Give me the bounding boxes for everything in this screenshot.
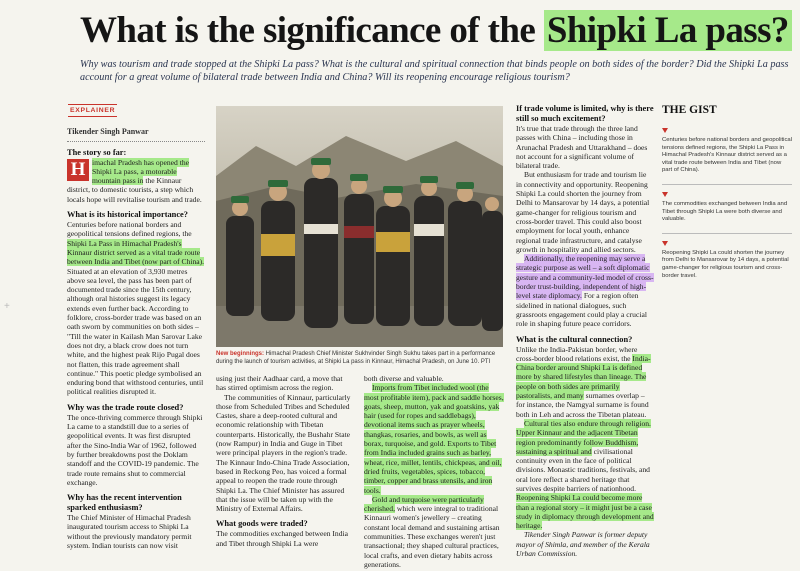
column-1 xyxy=(67,104,205,550)
history-paragraph xyxy=(67,220,205,397)
cultural-text-3: civilisational continuity even in the face of political divisions. Monastic traditions, festivals, and oral lore reflect a shared heritage that survives despite barriers of nationhood. xyxy=(516,446,650,493)
gold-highlight: Gold and turquoise were particularly cherished, xyxy=(364,494,484,514)
history-text-1: Centuries before national borders and geopolitical tensions defined regions, the xyxy=(67,220,192,239)
crosshair-mark-icon: + xyxy=(4,301,10,312)
gold-paragraph xyxy=(364,495,504,569)
caption-text: Himachal Pradesh Chief Minister Sukhvinder Singh Sukhu takes part in a performance during the launch of tourism activities, at Shipki La pass in Kinnaur, Himachal Pradesh, on June 10. PTI xyxy=(216,351,496,366)
recent-paragraph: The Chief Minister of Himachal Pradesh inaugurated tourism access to Shipki La without the previously mandatory permit system. Indian tourists can now visit xyxy=(67,513,192,550)
heading-cultural: What is the cultural connection? xyxy=(516,334,633,344)
headline-highlight: Shipki La pass? xyxy=(544,10,792,51)
gist-box xyxy=(662,104,792,289)
aadhaar-paragraph: using just their Aadhaar card, a move that has stirred optimism across the region. xyxy=(216,374,343,393)
cultural-paragraph-1 xyxy=(516,345,654,419)
cultural-paragraph-2 xyxy=(516,419,654,531)
photo-caption xyxy=(216,350,504,366)
goods-paragraph: The commodities exchanged between India and Tibet through Shipki La were xyxy=(216,529,348,548)
column-4 xyxy=(516,104,654,558)
limited-paragraph-3 xyxy=(516,254,654,328)
triangle-icon xyxy=(662,192,668,197)
history-text-2: Situated at an elevation of 3,930 metres above sea level, the pass has been part of documented trade since the 15th century, although oral histories suggest its legacy extends even further back. According to folklore, cross-border trade was based on an oath sworn by communities on both sides – "Till the water in Kailash Man Sarovar Lake does not dry, a black crow does not turn white, and the highest peak Rijo Pugal does not flatten, this trade agreement shall continue." This poetic pledge symbolised an enduring bond that withstood centuries, until political realities disrupted it. xyxy=(67,266,204,397)
dotted-divider xyxy=(67,141,205,142)
triangle-icon xyxy=(662,128,668,133)
diverse-paragraph: both diverse and valuable. xyxy=(364,374,444,383)
limited-text-3: For a region often sidelined in national dialogues, such grassroots engagement could play a crucial role in shaping future peace corridors. xyxy=(516,291,647,329)
cultural-highlight-1: India-China border around Shipki La is defined more by shared lifestyles than lineage. The people on both sides are primarily pastoralists, and many xyxy=(516,353,651,401)
heading-closed: Why was the trade route closed? xyxy=(67,402,184,412)
heading-story: The story so far: xyxy=(67,147,127,157)
story-text: the Kinnaur district, to domestic tourists, a step which locals hope will revitalise tourism and trade. xyxy=(67,176,202,204)
heading-goods: What goods were traded? xyxy=(216,519,308,529)
cultural-highlight-3: Reopening Shipki La could become more than a regional story – it might just be a case study in diplomacy through development and heritage. xyxy=(516,493,654,531)
gold-text: which were integral to traditional Kinnauri women's jewellery – creating constant local demand and sustaining artisan communities. These exchanges weren't just transactional; they shaped cultural practices, local crafts, and even dietary habits across generations. xyxy=(364,504,500,569)
headline xyxy=(80,8,795,54)
triangle-icon xyxy=(662,241,668,246)
news-photo xyxy=(216,106,503,347)
gist-item: Reopening Shipki La could shorten the journey from Delhi to Mansarovar by 14 days, a potential game-changer for religious tourism and cross-border travel. xyxy=(662,249,789,279)
story-paragraph xyxy=(67,158,205,204)
story-highlight: imachal Pradesh has opened the Shipki La pass, a motorable mountain pass in xyxy=(92,157,189,186)
imports-paragraph xyxy=(364,383,504,495)
gist-item: The commodities exchanged between India and Tibet through Shipki La were both diverse and valuable. xyxy=(662,200,788,223)
gist-divider xyxy=(662,184,792,185)
heading-recent: Why has the recent intervention sparked enthusiasm? xyxy=(67,493,182,513)
gist-title: THE GIST xyxy=(662,104,717,116)
byline: Tikender Singh Panwar xyxy=(67,127,149,137)
cultural-text-1: Unlike the India-Pakistan border, where cross-border blood relations exist, the xyxy=(516,344,638,363)
communities-paragraph: The communities of Kinnaur, particularly those from Scheduled Tribes and Scheduled Castes, share a deep-rooted cultural and economic relationship with Tibetan counterparts. Historically, the Bushahr State (now Rampur) in India and Guge in Tibet were principal players in the region's trade. The Kinnaur Indo-China Trade Association, based in Reckong Peo, has voiced a formal appeal to reopen the trade route through Shipki La. The Chief Minister has assured that the issue will be taken up with the Ministry of External Affairs. xyxy=(216,392,351,514)
section-label: EXPLAINER xyxy=(68,104,117,117)
headline-text: What is the significance of the xyxy=(80,10,536,51)
drop-cap: H xyxy=(67,159,89,181)
column-2 xyxy=(216,374,354,548)
strategic-highlight: Additionally, the reopening may serve a strategic purpose as well – a soft diplomatic gesture and a community-led model of cross-border trust-building, independent of high-level state diplomacy. xyxy=(516,254,654,301)
gist-item: Centuries before national borders and geopolitical tensions defined regions, the Shipki La Pass in Himachal Pradesh's Kinnaur district served as a vital trade route between India and Tibet (now part of China). xyxy=(662,137,793,174)
closed-paragraph: The once-thriving commerce through Shipki La came to a standstill due to a series of geopolitical events. It was first disrupted after the Sino-India War of 1962, followed by further breakdowns post the Doklam standoff and the COVID-19 pandemic. The trade route remains shut to commercial exchange. xyxy=(67,412,203,487)
imports-highlight: Imports from Tibet included wool (the most profitable item), pack and saddle horses, goats, sheep, mutton, yak and goatskins, yak hair (used for ropes and saddlebags), devotional items such as prayer wheels, thangkas, rosaries, and bowls, as well as borax, turquoise, and gold. Exports to Tibet from India included grains such as barley, wheat, rice, millet, lentils, chickpeas, and oil, dried fruits, vegetables, spices, tobacco, timber, copper and brass utensils, and iron tools. xyxy=(364,383,504,495)
limited-paragraph-2: But enthusiasm for trade and tourism lie in connectivity and opportunity. Reopening Shipki La could shorten the journey from Delhi to Mansarovar by 14 days, a potential game-changer for religious tourism and cross-border travel. This could also boost employment for local youth, enhance regional trade infrastructure, and catalyse growth in hospitality and allied sectors. xyxy=(516,170,650,254)
author-bio: Tikender Singh Panwar is former deputy mayor of Shimla, and member of the Kerala Urban Commission. xyxy=(516,530,650,559)
cultural-text-2: surnames overlap – for instance, the Namgyal surname is found both in Leh and across the Tibetan plateau. xyxy=(516,391,649,419)
heading-limited: If trade volume is limited, why is there still so much excitement? xyxy=(516,104,654,123)
history-highlight: Shipki La Pass in Himachal Pradesh's Kinnaur district served as a vital trade route between India and Tibet (now part of China). xyxy=(67,238,205,267)
photo-illustration xyxy=(216,106,503,347)
standfirst: Why was tourism and trade stopped at the Shipki La pass? What is the cultural and spiritual connection that binds people on both sides of the border? Did the Shipki La pass account for a great volume of bilateral trade between India and China? Will its reopening encourage religious tourism? xyxy=(80,59,789,83)
cultural-highlight-2: Cultural ties also endure through religion. Upper Kinnaur and the adjacent Tibetan region predominantly follow Buddhism, sustaining a spiritual and xyxy=(516,418,651,456)
heading-history: What is its historical importance? xyxy=(67,210,188,220)
column-3 xyxy=(364,374,504,569)
caption-lead: New beginnings: xyxy=(216,351,264,357)
limited-paragraph-1: It's true that trade through the three land passes with China – including those in Arunachal Pradesh and Uttarakhand – does not account for a significant volume of bilateral trade. xyxy=(516,124,648,171)
gist-divider xyxy=(662,233,792,234)
